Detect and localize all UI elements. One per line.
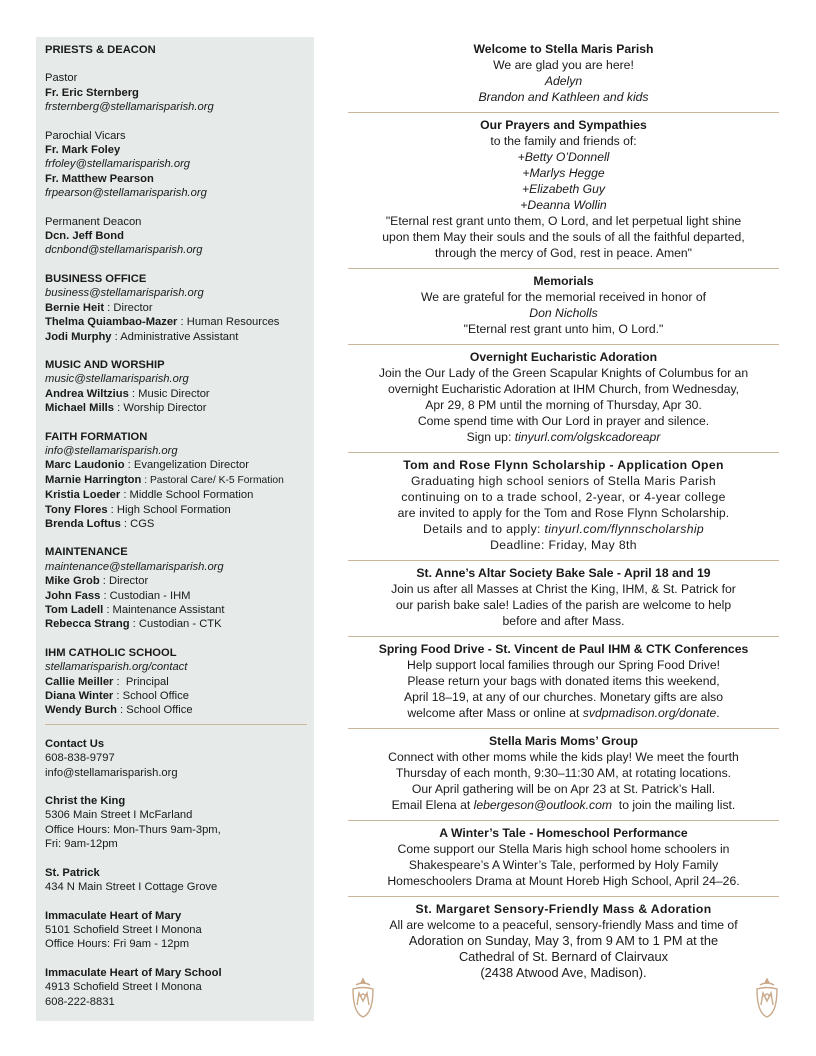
- staff-role: : CGS: [120, 517, 155, 530]
- food-drive-section: [348, 636, 779, 728]
- deacon-name: Dcn. Jeff Bond: [45, 230, 124, 243]
- moms-group-section: [348, 728, 779, 820]
- section-line: Join the Our Lady of the Green Scapular Knights of Columbus for an: [378, 366, 749, 380]
- staff-role: : Middle School Formation: [120, 489, 254, 502]
- maintenance-heading: MAINTENANCE: [45, 546, 128, 559]
- section-title: Overnight Eucharistic Adoration: [469, 350, 658, 364]
- welcome-name: Adelyn: [544, 74, 583, 88]
- section-line: April 18–19, at any of our churches. Monetary gifts are also: [403, 690, 724, 704]
- section-title: St. Anne’s Altar Society Bake Sale - April 18 and 19: [416, 566, 711, 580]
- prayer-line: through the mercy of God, rest in peace. Amen": [434, 246, 692, 260]
- deceased-name: +Deanna Wollin: [520, 198, 607, 212]
- section-title: Tom and Rose Flynn Scholarship - Application Open: [403, 458, 724, 472]
- priests-group: [45, 43, 306, 258]
- staff-line: [45, 473, 306, 488]
- school-heading: IHM CATHOLIC SCHOOL: [45, 646, 177, 659]
- location-line: 608-222-8831: [45, 995, 115, 1008]
- prayer-line: "Eternal rest grant unto them, O Lord, and let perpetual light shine: [385, 214, 742, 228]
- section-line: overnight Eucharistic Adoration at IHM Church, from Wednesday,: [387, 382, 740, 396]
- staff-role: : Administrative Assistant: [111, 330, 239, 343]
- details-label: Details and to apply:: [422, 522, 545, 536]
- staff-line: [45, 503, 306, 517]
- pastor-email[interactable]: frsternberg@stellamarisparish.org: [45, 101, 214, 114]
- staff-line: [45, 675, 306, 689]
- location-line: 5306 Main Street I McFarland: [45, 809, 193, 822]
- section-line: Shakespeare’s A Winter’s Tale, performed by Holy Family: [408, 858, 719, 872]
- adoration-section: [348, 344, 779, 452]
- pastor-name: Fr. Eric Sternberg: [45, 86, 139, 99]
- priests-heading: PRIESTS & DEACON: [45, 44, 156, 56]
- staff-role: : Music Director: [128, 387, 210, 400]
- details-line: [348, 521, 779, 537]
- contact-group: [45, 737, 306, 780]
- staff-role: : School Office: [113, 690, 189, 703]
- contact-email[interactable]: info@stellamarisparish.org: [45, 766, 178, 779]
- location-line: 5101 Schofield Street I Monona: [45, 923, 202, 936]
- staff-line: [45, 589, 306, 603]
- email-line: [348, 797, 779, 813]
- welcome-name: Brandon and Kathleen and kids: [478, 90, 649, 104]
- location-ihm: [45, 909, 306, 952]
- vicar-name: Fr. Matthew Pearson: [45, 172, 154, 185]
- location-line: 4913 Schofield Street I Monona: [45, 981, 202, 994]
- section-line: We are grateful for the memorial received in honor of: [421, 290, 706, 304]
- section-title: Memorials: [533, 274, 594, 288]
- staff-role: : Evangelization Director: [124, 459, 249, 472]
- staff-line: [45, 488, 306, 502]
- sidebar-divider: [45, 724, 307, 725]
- staff-name: Kristia Loeder: [45, 489, 121, 502]
- section-line: All are welcome to a peaceful, sensory-friendly Mass and time of: [389, 918, 738, 932]
- school-group: [45, 646, 306, 718]
- maintenance-group: [45, 545, 306, 631]
- section-line: Come support our Stella Maris high school home schoolers in: [397, 842, 730, 856]
- donate-link[interactable]: svdpmadison.org/donate: [582, 706, 717, 720]
- location-line: Office Hours: Fri 9am - 12pm: [45, 938, 190, 951]
- faith-heading: FAITH FORMATION: [45, 430, 148, 443]
- location-christ-the-king: [45, 794, 306, 852]
- staff-line: [45, 689, 306, 703]
- staff-name: Bernie Heit: [45, 301, 105, 314]
- deacon-role: Permanent Deacon: [45, 215, 142, 228]
- staff-line: [45, 315, 306, 329]
- maintenance-email[interactable]: maintenance@stellamarisparish.org: [45, 560, 224, 573]
- staff-role: : Principal: [113, 675, 169, 688]
- vicar-email[interactable]: frfoley@stellamarisparish.org: [45, 158, 191, 171]
- section-line: Graduating high school seniors of Stella Maris Parish: [410, 474, 717, 488]
- location-name: Immaculate Heart of Mary School: [45, 966, 222, 979]
- staff-name: Andrea Wiltzius: [45, 387, 129, 400]
- donate-suffix: .: [716, 706, 720, 720]
- contact-heading: Contact Us: [45, 737, 105, 750]
- sensory-mass-section: [348, 896, 779, 988]
- deceased-name: +Marlys Hegge: [522, 166, 605, 180]
- deadline-line: Deadline: Friday, May 8th: [490, 538, 637, 552]
- section-line: Please return your bags with donated items this weekend,: [407, 674, 720, 688]
- location-ihm-school: [45, 966, 306, 1009]
- staff-role: : School Office: [116, 704, 193, 717]
- email-suffix: to join the mailing list.: [612, 798, 736, 812]
- faith-email[interactable]: info@stellamarisparish.org: [45, 444, 178, 457]
- prayers-section: [348, 112, 779, 268]
- staff-line: [45, 517, 306, 531]
- deacon-email[interactable]: dcnbond@stellamarisparish.org: [45, 244, 203, 257]
- vicars-role: Parochial Vicars: [45, 129, 126, 142]
- deceased-name: +Elizabeth Guy: [522, 182, 605, 196]
- location-name: St. Patrick: [45, 866, 100, 879]
- section-line: Our April gathering will be on Apr 23 at St. Patrick’s Hall.: [411, 782, 716, 796]
- staff-role: : Custodian - CTK: [129, 618, 222, 631]
- location-line: Office Hours: Mon-Thurs 9am-3pm,: [45, 823, 221, 836]
- bake-sale-section: [348, 560, 779, 636]
- staff-name: Diana Winter: [45, 690, 114, 703]
- location-line: 434 N Main Street I Cottage Grove: [45, 881, 218, 894]
- section-title: St. Margaret Sensory-Friendly Mass & Adoration: [415, 902, 712, 916]
- section-line: Cathedral of St. Bernard of Clairvaux: [458, 949, 669, 964]
- signup-link[interactable]: tinyurl.com/olgskcadoreapr: [514, 430, 661, 444]
- deceased-name: +Betty O’Donnell: [517, 150, 610, 164]
- section-line: Help support local families through our Spring Food Drive!: [407, 658, 720, 672]
- staff-line: [45, 330, 306, 344]
- section-title: Welcome to Stella Maris Parish: [473, 42, 654, 56]
- winters-tale-section: [348, 820, 779, 896]
- section-line: to the family and friends of:: [490, 134, 637, 148]
- staff-line: [45, 401, 306, 415]
- welcome-section: [348, 37, 779, 112]
- section-line: We are glad you are here!: [493, 58, 634, 72]
- staff-name: Rebecca Strang: [45, 618, 130, 631]
- email-prefix: Email Elena at: [391, 798, 474, 812]
- faith-formation-group: [45, 430, 306, 532]
- business-office-group: [45, 272, 306, 344]
- memorials-section: [348, 268, 779, 344]
- staff-name: Tom Ladell: [45, 604, 104, 616]
- staff-name: Jodi Murphy: [45, 330, 112, 343]
- staff-name: John Fass: [45, 589, 101, 602]
- music-heading: MUSIC AND WORSHIP: [45, 358, 165, 371]
- donate-line: [348, 705, 779, 721]
- announcements-column: [348, 37, 779, 988]
- staff-line: [45, 301, 306, 315]
- staff-name: Marnie Harrington: [45, 473, 142, 486]
- business-email[interactable]: business@stellamarisparish.org: [45, 287, 204, 300]
- staff-role: : Maintenance Assistant: [103, 604, 225, 616]
- section-title: Our Prayers and Sympathies: [480, 118, 647, 132]
- section-line: are invited to apply for the Tom and Rose Flynn Scholarship.: [397, 506, 730, 520]
- staff-line: [45, 458, 306, 472]
- staff-role: : Custodian - IHM: [100, 589, 191, 602]
- section-line: Apr 29, 8 PM until the morning of Thursday, Apr 30.: [425, 398, 702, 412]
- staff-role: : Director: [99, 575, 149, 588]
- staff-name: Marc Laudonio: [45, 459, 125, 472]
- section-title: A Winter’s Tale - Homeschool Performance: [439, 826, 688, 840]
- section-line: Come spend time with Our Lord in prayer and silence.: [417, 414, 710, 428]
- donate-prefix: welcome after Mass or online at: [407, 706, 583, 720]
- section-line: our parish bake sale! Ladies of the parish are welcome to help: [395, 598, 732, 612]
- vicar-email[interactable]: frpearson@stellamarisparish.org: [45, 187, 207, 200]
- section-line: Adoration on Sunday, May 3, from 9 AM to 1 PM at the: [408, 933, 719, 948]
- location-st-patrick: [45, 866, 306, 895]
- section-line: Homeschoolers Drama at Mount Horeb High School, April 24–26.: [387, 874, 740, 888]
- music-worship-group: [45, 358, 306, 416]
- section-line: "Eternal rest grant unto him, O Lord.": [463, 322, 664, 336]
- prayer-line: upon them May their souls and the souls of all the faithful departed,: [382, 230, 745, 244]
- staff-line: [45, 574, 306, 588]
- staff-line: [45, 603, 306, 617]
- location-name: Immaculate Heart of Mary: [45, 909, 182, 922]
- staff-role: : Director: [104, 301, 153, 314]
- section-line: continuing on to a trade school, 2-year, or 4-year college: [401, 490, 726, 504]
- music-email[interactable]: music@stellamarisparish.org: [45, 373, 189, 386]
- staff-role: : Worship Director: [114, 402, 207, 415]
- marian-monogram-icon: [350, 977, 376, 1019]
- pastor-role: Pastor: [45, 72, 78, 85]
- contact-phone[interactable]: 608-838-9797: [45, 752, 115, 765]
- staff-name: Brenda Loftus: [45, 517, 121, 530]
- staff-name: Mike Grob: [45, 575, 100, 588]
- section-line: Thursday of each month, 9:30–11:30 AM, at rotating locations.: [395, 766, 732, 780]
- section-title: Stella Maris Moms’ Group: [489, 734, 638, 748]
- marian-monogram-icon: [754, 977, 780, 1019]
- section-line: before and after Mass.: [502, 614, 625, 628]
- signup-label: Sign up:: [466, 430, 515, 444]
- staff-line: [45, 617, 306, 631]
- section-line: Connect with other moms while the kids play! We meet the fourth: [388, 750, 739, 764]
- scholarship-link[interactable]: tinyurl.com/flynnscholarship: [544, 522, 705, 536]
- scholarship-section: [348, 452, 779, 560]
- memorial-name: Don Nicholls: [529, 306, 598, 320]
- signup-line: [348, 429, 779, 445]
- vicar-name: Fr. Mark Foley: [45, 144, 121, 157]
- location-line: Fri: 9am-12pm: [45, 838, 118, 851]
- section-line: Join us after all Masses at Christ the King, IHM, & St. Patrick for: [391, 582, 736, 596]
- staff-directory-sidebar: [36, 37, 314, 1021]
- staff-role: : High School Formation: [107, 503, 231, 516]
- section-title: Spring Food Drive - St. Vincent de Paul IHM & CTK Conferences: [378, 642, 749, 656]
- elena-email-link[interactable]: lebergeson@outlook.com: [473, 798, 613, 812]
- section-line: (2438 Atwood Ave, Madison).: [480, 965, 647, 980]
- school-contact-link[interactable]: stellamarisparish.org/contact: [45, 661, 188, 674]
- business-heading: BUSINESS OFFICE: [45, 272, 147, 285]
- location-name: Christ the King: [45, 795, 126, 808]
- staff-role: : Human Resources: [177, 316, 280, 329]
- staff-name: Callie Meiller: [45, 675, 114, 688]
- staff-name: Michael Mills: [45, 402, 115, 415]
- staff-line: [45, 387, 306, 401]
- staff-line: [45, 703, 306, 717]
- staff-name: Tony Flores: [45, 503, 108, 516]
- staff-name: Thelma Quiambao-Mazer: [45, 316, 178, 329]
- staff-role: : Pastoral Care/ K-5 Formation: [141, 474, 284, 486]
- staff-name: Wendy Burch: [45, 704, 117, 717]
